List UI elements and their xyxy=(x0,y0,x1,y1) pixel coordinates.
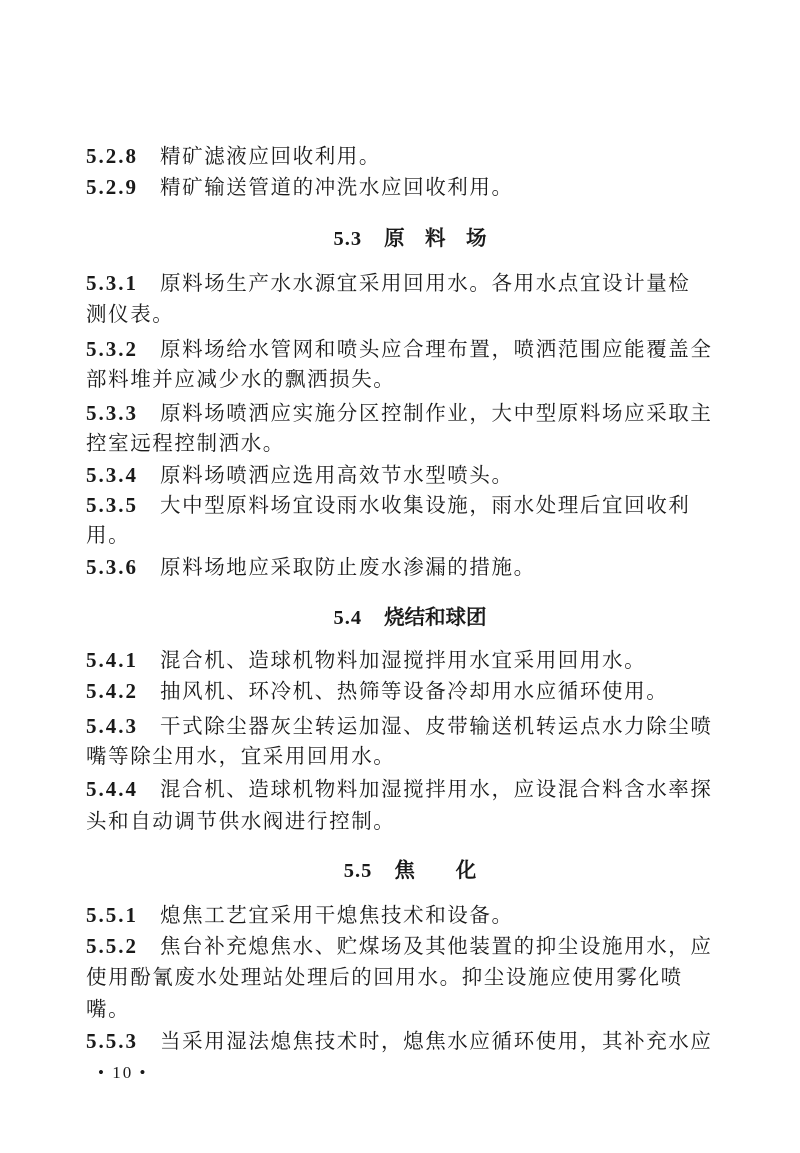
clause-text: 控室远程控制洒水。 xyxy=(86,431,285,455)
clause-text: 原料场地应采取防止废水渗漏的措施。 xyxy=(160,555,536,579)
clause-text: 焦台补充熄焦水、贮煤场及其他装置的抑尘设施用水，应 xyxy=(160,934,713,958)
clause-number: 5.4.2 xyxy=(86,679,138,703)
clause-5-4-3-cont xyxy=(86,741,686,772)
clause-5-3-2-cont xyxy=(86,364,686,395)
clause-5-3-5 xyxy=(86,490,691,521)
clause-text: 原料场给水管网和喷头应合理布置，喷洒范围应能覆盖全 xyxy=(160,337,713,361)
clause-5-5-1 xyxy=(86,900,686,931)
clause-text: 原料场喷洒应实施分区控制作业，大中型原料场应采取主 xyxy=(160,401,713,425)
section-heading-5-3 xyxy=(10,222,800,254)
clause-5-4-2 xyxy=(86,676,686,707)
clause-text: 部料堆并应减少水的飘洒损失。 xyxy=(86,367,396,391)
clause-number: 5.5.2 xyxy=(86,934,138,958)
clause-text: 嘴。 xyxy=(86,997,131,1021)
clause-text: 用。 xyxy=(86,523,131,547)
section-title: 原 料 场 xyxy=(384,226,487,250)
clause-5-3-5-cont xyxy=(86,520,686,551)
clause-text: 精矿滤液应回收利用。 xyxy=(160,144,381,168)
clause-text: 头和自动调节供水阀进行控制。 xyxy=(86,809,396,833)
clause-5-5-3 xyxy=(86,1026,713,1057)
section-title: 烧结和球团 xyxy=(384,605,487,629)
section-number: 5.3 xyxy=(333,228,363,250)
clause-text: 原料场喷洒应选用高效节水型喷头。 xyxy=(160,463,514,487)
section-number: 5.5 xyxy=(343,860,373,882)
section-title: 焦 化 xyxy=(394,858,477,882)
clause-5-3-3 xyxy=(86,398,713,429)
clause-text: 原料场生产水水源宜采用回用水。各用水点宜设计量检 xyxy=(160,271,691,295)
clause-5-5-2-cont2 xyxy=(86,994,686,1025)
page-number: • 10 • xyxy=(98,1063,148,1082)
clause-number: 5.4.4 xyxy=(86,777,138,801)
clause-text: 嘴等除尘用水，宜采用回用水。 xyxy=(86,744,396,768)
clause-text: 混合机、造球机物料加湿搅拌用水宜采用回用水。 xyxy=(160,648,647,672)
clause-number: 5.3.1 xyxy=(86,271,138,295)
clause-number: 5.3.4 xyxy=(86,463,138,487)
clause-5-3-1-cont xyxy=(86,299,686,330)
clause-5-4-4 xyxy=(86,774,713,805)
clause-5-2-9 xyxy=(86,172,686,203)
clause-5-5-2 xyxy=(86,931,713,962)
clause-5-5-2-cont xyxy=(86,962,686,993)
clause-5-2-8 xyxy=(86,141,686,172)
clause-number: 5.2.9 xyxy=(86,175,138,199)
section-heading-5-5 xyxy=(10,854,800,886)
clause-number: 5.3.2 xyxy=(86,337,138,361)
clause-text: 当采用湿法熄焦技术时，熄焦水应循环使用，其补充水应 xyxy=(160,1029,713,1053)
clause-number: 5.4.1 xyxy=(86,648,138,672)
clause-text: 干式除尘器灰尘转运加湿、皮带输送机转运点水力除尘喷 xyxy=(160,714,713,738)
clause-number: 5.4.3 xyxy=(86,714,138,738)
clause-5-3-2 xyxy=(86,334,713,365)
section-number: 5.4 xyxy=(333,607,363,629)
clause-5-4-3 xyxy=(86,711,713,742)
clause-5-4-1 xyxy=(86,645,686,676)
clause-text: 混合机、造球机物料加湿搅拌用水，应设混合料含水率探 xyxy=(160,777,713,801)
clause-number: 5.5.1 xyxy=(86,903,138,927)
clause-5-3-1 xyxy=(86,268,691,299)
clause-number: 5.3.6 xyxy=(86,555,138,579)
clause-5-3-3-cont xyxy=(86,428,686,459)
clause-text: 测仪表。 xyxy=(86,302,175,326)
clause-number: 5.3.3 xyxy=(86,401,138,425)
clause-number: 5.5.3 xyxy=(86,1029,138,1053)
clause-text: 熄焦工艺宜采用干熄焦技术和设备。 xyxy=(160,903,514,927)
clause-number: 5.3.5 xyxy=(86,493,138,517)
section-heading-5-4 xyxy=(10,601,800,633)
clause-5-3-6 xyxy=(86,552,686,583)
clause-text: 抽风机、环冷机、热筛等设备冷却用水应循环使用。 xyxy=(160,679,669,703)
clause-5-4-4-cont xyxy=(86,806,686,837)
clause-text: 精矿输送管道的冲洗水应回收利用。 xyxy=(160,175,514,199)
clause-5-3-4 xyxy=(86,460,686,491)
clause-text: 使用酚氰废水处理站处理后的回用水。抑尘设施应使用雾化喷 xyxy=(86,965,683,989)
clause-text: 大中型原料场宜设雨水收集设施，雨水处理后宜回收利 xyxy=(160,493,691,517)
clause-number: 5.2.8 xyxy=(86,144,138,168)
